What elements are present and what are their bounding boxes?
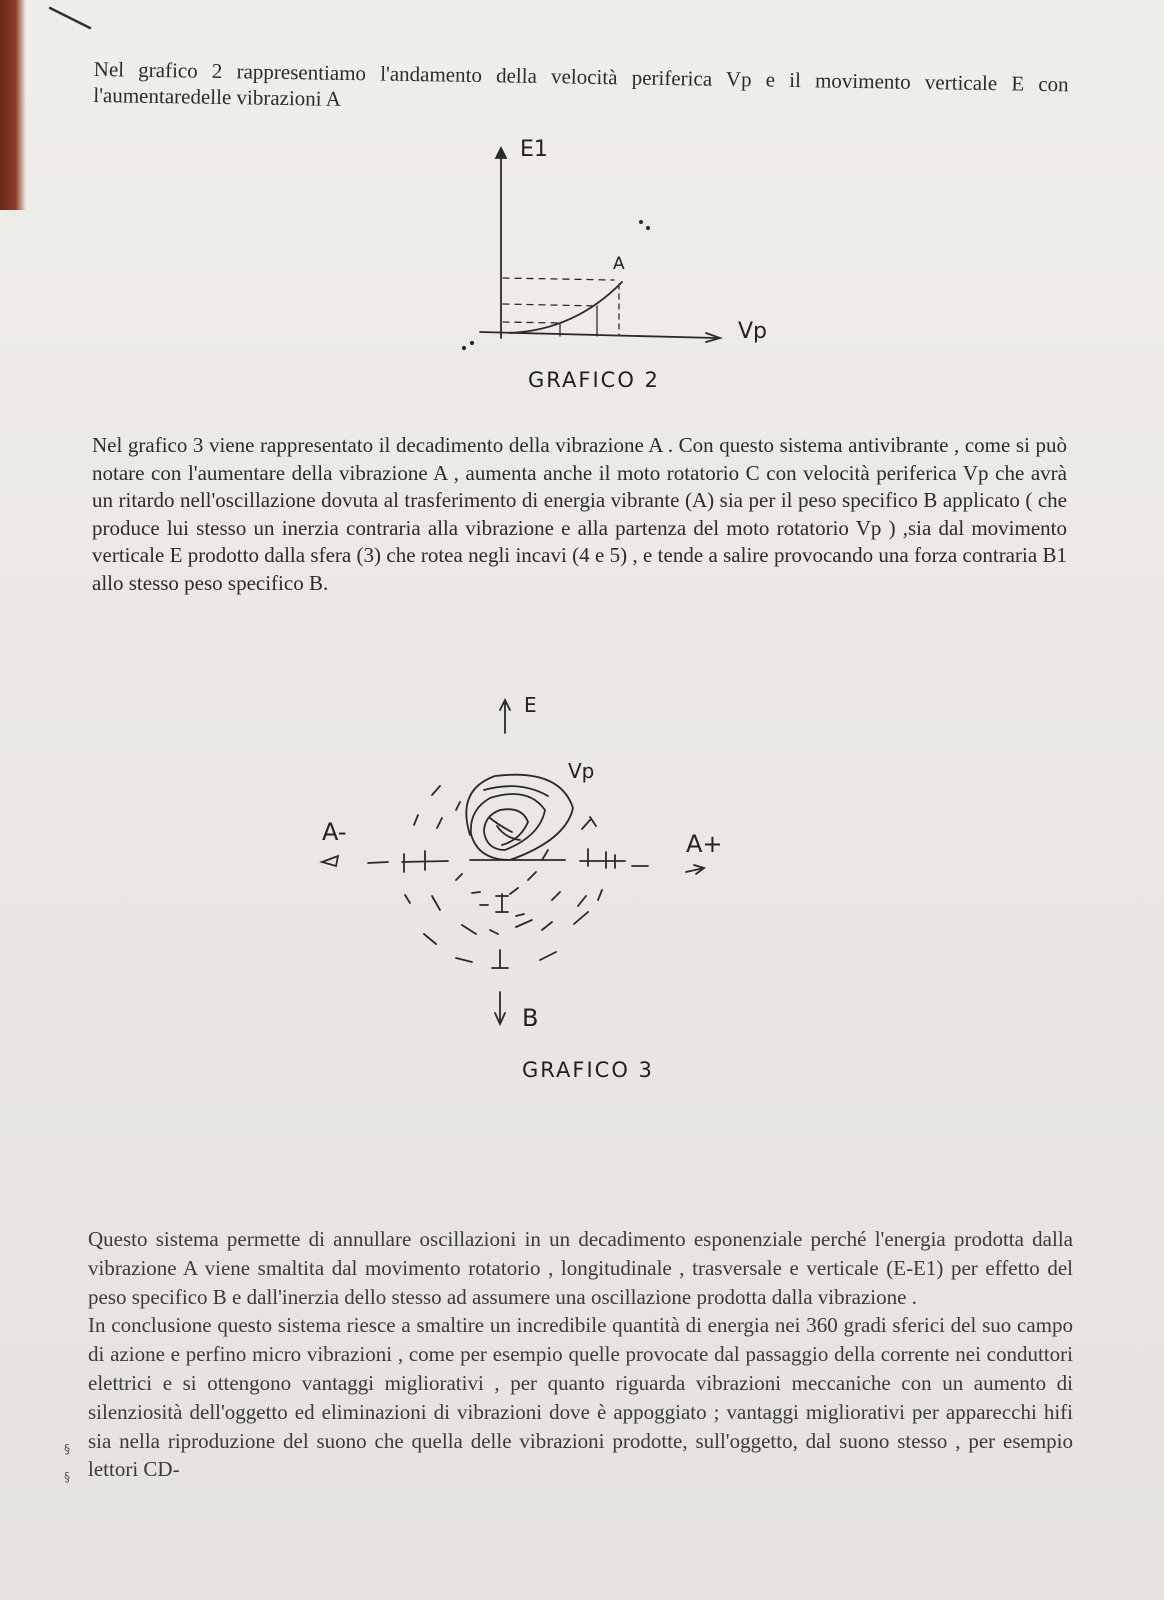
graph-2-x-label: Vp bbox=[738, 319, 768, 344]
graph-3-top-label: E bbox=[524, 693, 537, 717]
body-paragraph-3: Questo sistema permette di annullare oscillazioni in un decadimento esponenziale perché l'energia prodotta dalla vibrazione A viene smaltita dal movimento rotatorio , longitudinale , trasversale e verticale (E-E1) per effetto del peso specifico B e dall'inerzia dello stesso ad assumere una oscillazione prodotta dalla vibrazione . In conclusione questo sistema riesce a smaltire un incredibile quantità di energia nei 360 gradi sferici del suo campo di azione e perfino micro vibrazioni , come per esempio quelle provocate dal passaggio della corrente nei conduttori elettrici e si ottengono vantaggi migliorativi , per quanto riguarda vibrazioni meccaniche con un aumento di silenziosità dell'oggetto ed eliminazioni di vibrazioni dove è appoggiato ; vantaggi migliorativi per apparecchi hifi sia nella riproduzione del suono che quella delle vibrazioni prodotte, sull'oggetto, dal suono stesso , per esempio lettori CD- bbox=[88, 1227, 1073, 1482]
graph-3-left-label: A- bbox=[322, 818, 347, 846]
background-edge bbox=[0, 0, 26, 210]
graph-3-vp-label: Vp bbox=[568, 759, 595, 783]
intro-paragraph: Nel grafico 2 rappresentiamo l'andamento della velocità periferica Vp e il movimento verticale E con l'aumentaredelle vibrazioni A bbox=[93, 56, 1069, 111]
graph-3-right-label: A+ bbox=[686, 830, 723, 858]
graph-2-y-label: E1 bbox=[520, 137, 548, 162]
graph-2-caption: GRAFICO 2 bbox=[528, 368, 660, 392]
graph-3-caption: GRAFICO 3 bbox=[522, 1058, 654, 1082]
graph-3-bottom-label: B bbox=[522, 1004, 539, 1032]
margin-mark: § bbox=[64, 1442, 70, 1456]
pen-stroke-mark bbox=[48, 4, 94, 32]
body-paragraph-2: Nel grafico 3 viene rappresentato il decadimento della vibrazione A . Con questo sistema antivibrante , come si può notare con l'aumentare della vibrazione A , aumenta anche il moto rotatorio C con velocità periferica Vp che avrà un ritardo nell'oscillazione dovuta al trasferimento di energia vibrante (A) sia per il peso specifico B applicato ( che produce lui stesso un inerzia contraria alla vibrazione e alla partenza del moto rotatorio Vp ) ,sia dal movimento verticale E prodotto dalla sfera (3) che rotea negli incavi (4 e 5) , e tende a salire provocando una forza contraria B1 allo stesso peso specifico B. bbox=[92, 433, 1067, 595]
graph-2-curve-label: A bbox=[613, 254, 625, 274]
margin-mark: § bbox=[64, 1470, 70, 1484]
